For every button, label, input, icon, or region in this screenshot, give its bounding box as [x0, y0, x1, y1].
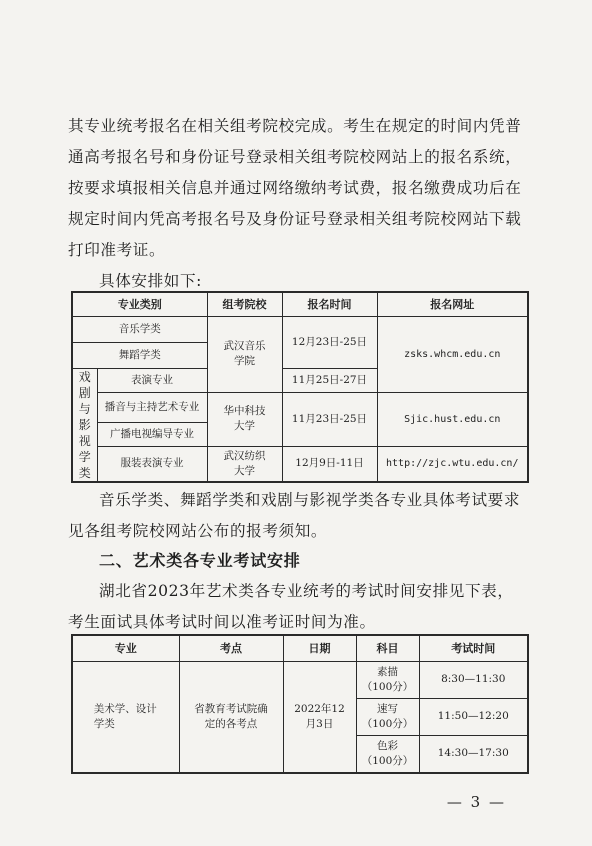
reg-time-1: 12月23日-25日 [282, 316, 377, 368]
reg-time-3: 11月23日-25日 [282, 392, 377, 447]
exam-table [71, 634, 529, 774]
reg-row-tvdirect: 广播电视编导专业 [97, 423, 207, 447]
exam-paragraph: 湖北省2023年艺术类各专业统考的考试时间安排见下表，考生面试具体考试时间以准考证时间为准。 [68, 582, 514, 631]
exam-time-sketch: 8:30—11:30 [419, 661, 528, 698]
section-heading: 二、艺术类各专业考试安排 [99, 551, 301, 570]
exam-header-time: 考试时间 [419, 635, 528, 661]
reg-time-2: 11月25日-27日 [282, 368, 377, 392]
reg-header-site: 报名网址 [377, 292, 528, 316]
after-table-paragraph: 音乐学类、舞蹈学类和戏剧与影视学类各专业具体考试要求见各组考院校网站公布的报考须知。 [68, 491, 521, 540]
exam-subject-quick-sketch: 速写 （100分） [356, 698, 419, 735]
reg-group-drama-film: 戏剧与影视学类 [72, 368, 97, 482]
exam-subject-sketch: 素描 （100分） [356, 661, 419, 698]
reg-site-hust: Sjic.hust.edu.cn [377, 392, 528, 447]
exam-header-subject: 科目 [356, 635, 419, 661]
reg-site-wtu: http://zjc.wtu.edu.cn/ [377, 447, 528, 482]
exam-site: 省教育考试院确定的各考点 [179, 661, 283, 773]
arrangement-intro: 具体安排如下: [99, 272, 203, 290]
reg-time-4: 12月9日-11日 [282, 447, 377, 482]
reg-site-whcm: zsks.whcm.edu.cn [377, 316, 528, 392]
reg-header-time: 报名时间 [282, 292, 377, 316]
reg-header-school: 组考院校 [207, 292, 282, 316]
reg-row-dance: 舞蹈学类 [72, 342, 207, 368]
exam-date: 2022年12月3日 [283, 661, 356, 773]
reg-row-broadcast: 播音与主持艺术专业 [97, 392, 207, 423]
exam-header-date: 日期 [283, 635, 356, 661]
reg-row-perform: 表演专业 [97, 368, 207, 392]
reg-school-hust: 华中科技大学 [207, 392, 282, 447]
exam-major: 美术学、设计学类 [72, 661, 179, 773]
exam-time-color: 14:30—17:30 [419, 735, 528, 773]
exam-time-quick-sketch: 11:50—12:20 [419, 698, 528, 735]
reg-row-music: 音乐学类 [72, 316, 207, 342]
page-number: — 3 — [446, 793, 506, 811]
exam-header-major: 专业 [72, 635, 179, 661]
exam-header-site: 考点 [179, 635, 283, 661]
reg-header-major: 专业类别 [72, 292, 207, 316]
reg-school-wtu: 武汉纺织大学 [207, 447, 282, 482]
intro-paragraph: 其专业统考报名在相关组考院校完成。考生在规定的时间内凭普通高考报名号和身份证号登录相关组考院校网站上的报名系统，按要求填报相关信息并通过网络缴纳考试费，报名缴费成功后在规定时间内凭高考报名号及身份证号登录相关组考院校网站下载打印准考证。 [68, 117, 522, 259]
reg-school-whcm: 武汉音乐学院 [207, 316, 282, 392]
exam-subject-color: 色彩 （100分） [356, 735, 419, 773]
registration-table [71, 291, 529, 483]
reg-row-costume: 服装表演专业 [97, 447, 207, 482]
